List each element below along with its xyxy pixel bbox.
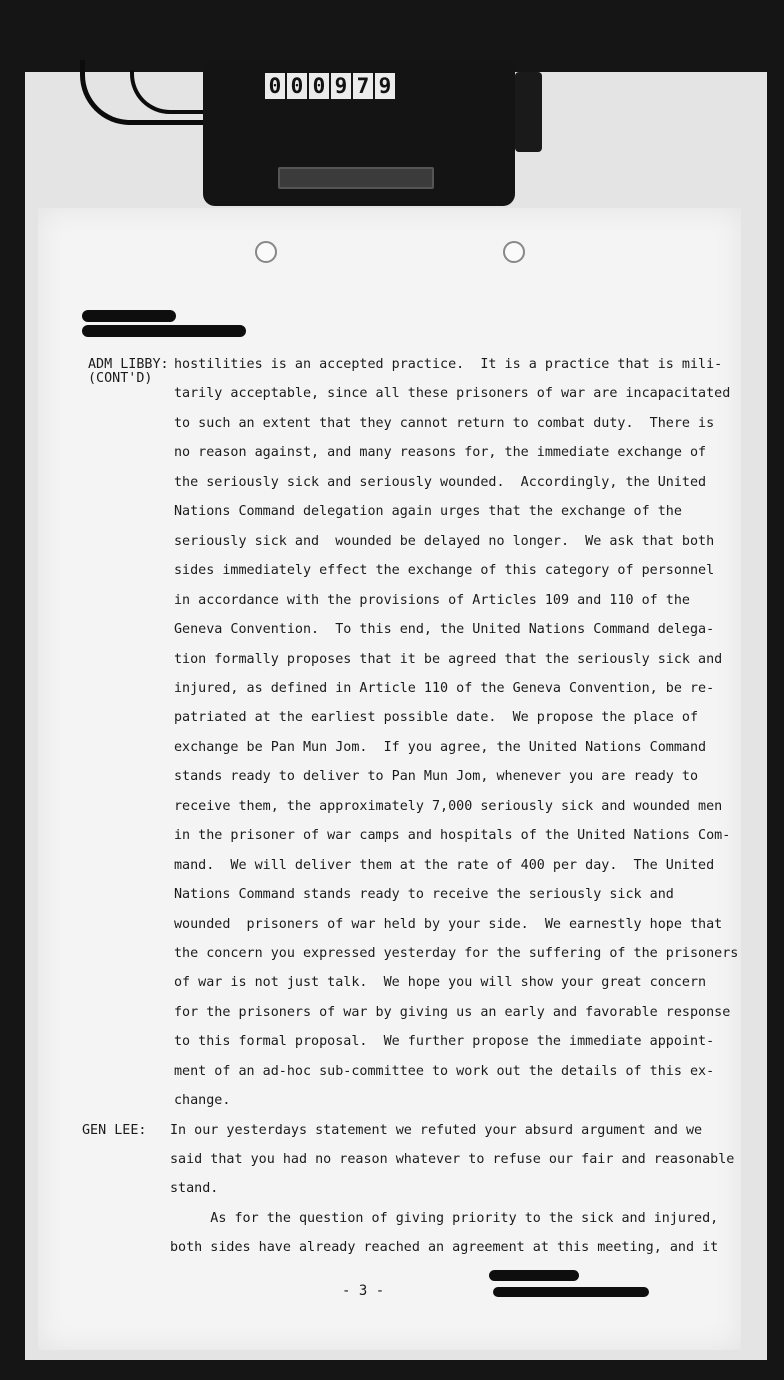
text-line: injured, as defined in Article 110 of the Geneva Convention, be re- — [174, 680, 715, 696]
speaker-label-contd: (CONT'D) — [88, 371, 153, 386]
text-line: hostilities is an accepted practice. It is a practice that is mili- — [174, 357, 723, 372]
redaction-bar — [82, 325, 246, 337]
redaction-bar — [82, 310, 176, 322]
counter-digit: 0 — [287, 73, 307, 99]
text-line: no reason against, and many reasons for, the immediate exchange of — [174, 445, 707, 461]
text-line: both sides have already reached an agreement at this meeting, and it — [170, 1239, 719, 1255]
text-line: to such an extent that they cannot return to combat duty. There is — [174, 415, 715, 431]
text-line: said that you had no reason whatever to refuse our fair and reasonable — [170, 1152, 735, 1168]
text-line: Nations Command stands ready to receive the seriously sick and — [174, 887, 674, 903]
redaction-bar — [489, 1270, 579, 1281]
counter-knob — [515, 72, 542, 152]
text-line: Nations Command delegation again urges that the exchange of the — [174, 504, 682, 520]
page-number: - 3 - — [342, 1283, 385, 1299]
text-line: in the prisoner of war camps and hospitals of the United Nations Com- — [174, 828, 731, 844]
text-line: In our yesterdays statement we refuted your absurd argument and we — [170, 1123, 703, 1138]
text-line: to this formal proposal. We further propose the immediate appoint- — [174, 1034, 715, 1050]
text-line: ment of an ad-hoc sub-committee to work out the details of this ex- — [174, 1063, 715, 1079]
counter-digit: 9 — [331, 73, 351, 99]
speaker-label-libby: ADM LIBBY: — [88, 357, 169, 372]
redaction-bar — [493, 1287, 649, 1297]
text-line: seriously sick and wounded be delayed no longer. We ask that both — [174, 533, 715, 549]
counter-digits — [265, 73, 395, 101]
text-line: sides immediately effect the exchange of this category of personnel — [174, 563, 715, 579]
text-line: of war is not just talk. We hope you will show your great concern — [174, 975, 707, 991]
counter-digit: 9 — [375, 73, 395, 99]
text-line: in accordance with the provisions of Articles 109 and 110 of the — [174, 592, 690, 608]
text-line: tarily acceptable, since all these prisoners of war are incapacitated — [174, 386, 731, 402]
text-line: As for the question of giving priority to the sick and injured, — [170, 1210, 719, 1226]
text-line: wounded prisoners of war held by your side. We earnestly hope that — [174, 916, 723, 932]
text-line: stands ready to deliver to Pan Mun Jom, whenever you are ready to — [174, 769, 699, 785]
punch-hole — [503, 241, 525, 263]
text-line: the seriously sick and seriously wounded. Accordingly, the United — [174, 474, 707, 490]
text-line: Geneva Convention. To this end, the United Nations Command delega- — [174, 622, 715, 638]
counter-digit: 0 — [309, 73, 329, 99]
text-line: patriated at the earliest possible date. We propose the place of — [174, 710, 699, 726]
text-line: the concern you expressed yesterday for the suffering of the prisoners — [174, 946, 739, 961]
text-line: receive them, the approximately 7,000 seriously sick and wounded men — [174, 798, 723, 814]
speaker-label-lee: GEN LEE: — [82, 1123, 147, 1138]
text-line: mand. We will deliver them at the rate of 400 per day. The United — [174, 857, 715, 873]
text-line: change. — [174, 1093, 231, 1109]
text-line: exchange be Pan Mun Jom. If you agree, the United Nations Command — [174, 739, 707, 755]
punch-hole — [255, 241, 277, 263]
text-line: stand. — [170, 1181, 219, 1197]
counter-digit: 7 — [353, 73, 373, 99]
counter-digit: 0 — [265, 73, 285, 99]
counter-slot — [278, 167, 434, 189]
text-line: for the prisoners of war by giving us an early and favorable response — [174, 1004, 731, 1020]
text-line: tion formally proposes that it be agreed that the seriously sick and — [174, 651, 723, 667]
